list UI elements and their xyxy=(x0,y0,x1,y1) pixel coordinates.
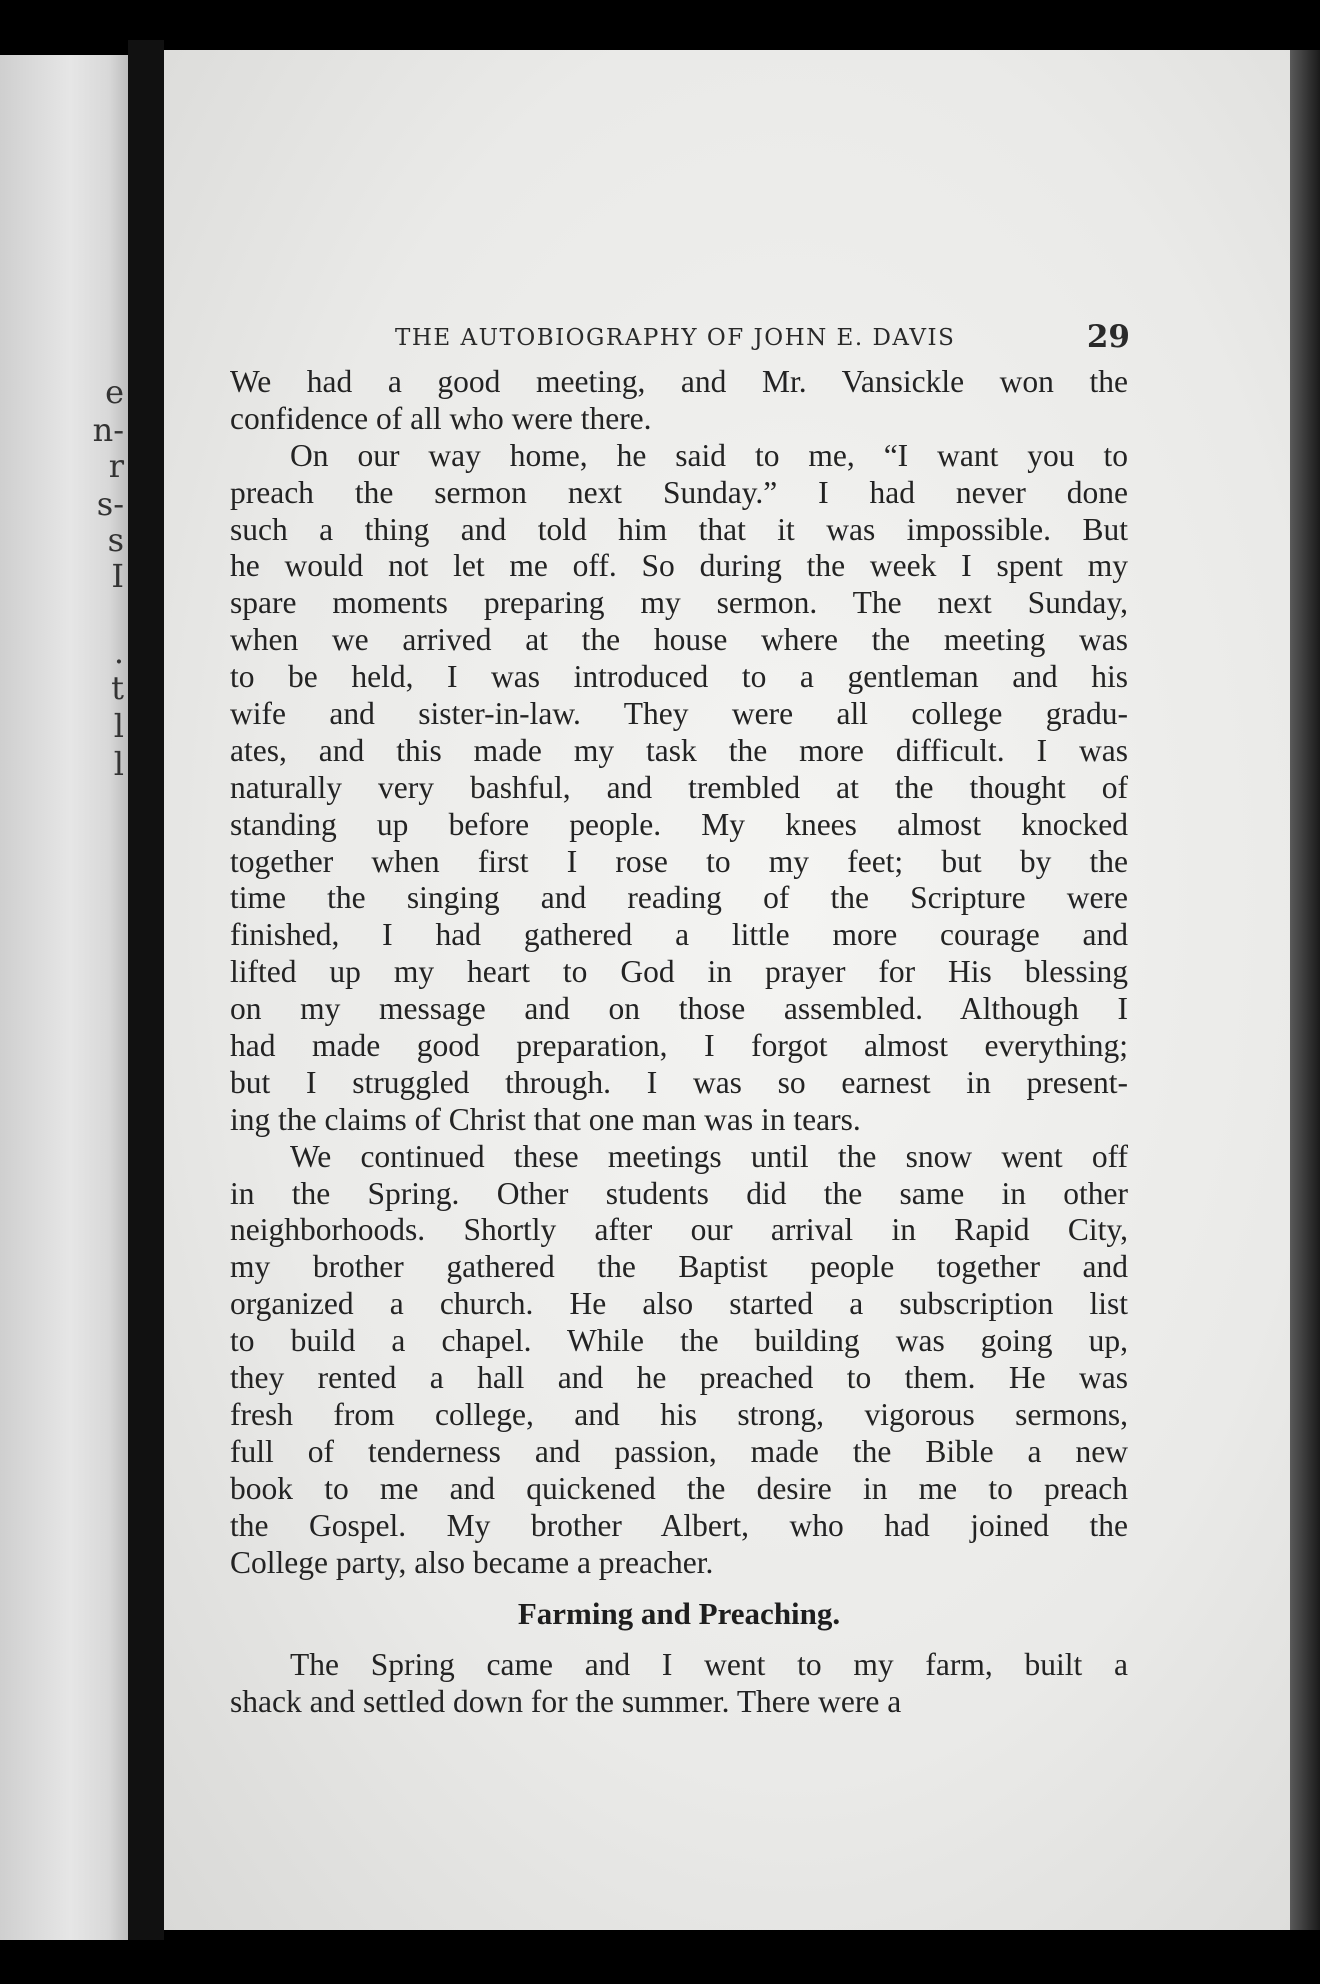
text-line: ing the claims of Christ that one man was in tears. xyxy=(230,1101,861,1137)
section-heading: Farming and Preaching. xyxy=(517,1596,841,1632)
text-line: spare moments preparing my sermon. The next Sunday, xyxy=(230,585,1128,621)
text-line: shack and settled down for the summer. There were a xyxy=(230,1684,902,1720)
text-line: such a thing and told him that it was impossible. But xyxy=(230,511,1128,547)
page-number: 29 xyxy=(1086,319,1130,355)
text-line: together when first I rose to my feet; but by the xyxy=(230,843,1128,879)
text-line: but I struggled through. I was so earnest in present- xyxy=(230,1064,1128,1100)
facing-page-fragment: t xyxy=(111,669,124,707)
body-text xyxy=(230,364,1128,1721)
text-line: had made good preparation, I forgot almost everything; xyxy=(230,1028,1128,1064)
running-header xyxy=(230,319,1130,361)
text-line: in the Spring. Other students did the same in other xyxy=(230,1175,1128,1211)
text-line: lifted up my heart to God in prayer for His blessing xyxy=(230,954,1128,990)
text-line: College party, also became a preacher. xyxy=(230,1544,714,1580)
facing-page-fragment: r xyxy=(108,447,124,485)
text-line: fresh from college, and his strong, vigorous sermons, xyxy=(230,1396,1128,1432)
facing-page-fragment: l xyxy=(113,707,124,745)
text-line: We had a good meeting, and Mr. Vansickle won the xyxy=(230,364,1128,399)
text-line: book to me and quickened the desire in me to preach xyxy=(230,1470,1128,1506)
facing-page-fragment: I xyxy=(111,557,124,595)
text-line: standing up before people. My knees almost knocked xyxy=(230,806,1128,842)
text-line: when we arrived at the house where the meeting was xyxy=(230,622,1128,658)
text-line: time the singing and reading of the Scripture were xyxy=(230,880,1128,916)
text-line: he would not let me off. So during the week I spent my xyxy=(230,548,1128,584)
text-line: to be held, I was introduced to a gentleman and his xyxy=(230,659,1128,695)
facing-page-fragment: s xyxy=(107,521,124,559)
text-line: The Spring came and I went to my farm, built a xyxy=(290,1647,1128,1683)
text-line: they rented a hall and he preached to them. He was xyxy=(230,1360,1128,1396)
text-line: naturally very bashful, and trembled at the thought of xyxy=(230,769,1128,805)
text-line: wife and sister-in-law. They were all college gradu- xyxy=(230,696,1128,732)
text-line: the Gospel. My brother Albert, who had joined the xyxy=(230,1507,1128,1543)
page-edge-shadow xyxy=(1290,50,1320,1930)
text-line: to build a chapel. While the building was going up, xyxy=(230,1323,1128,1359)
text-line: confidence of all who were there. xyxy=(230,400,652,436)
text-line: organized a church. He also started a subscription list xyxy=(230,1286,1128,1322)
facing-page-fragment: s- xyxy=(96,485,124,523)
text-line: On our way home, he said to me, “I want you to xyxy=(290,437,1128,473)
running-title: THE AUTOBIOGRAPHY OF JOHN E. DAVIS xyxy=(395,325,956,351)
text-line: ates, and this made my task the more difficult. I was xyxy=(230,732,1128,768)
text-line: full of tenderness and passion, made the Bible a new xyxy=(230,1433,1128,1469)
text-line: finished, I had gathered a little more courage and xyxy=(230,917,1128,953)
text-line: my brother gathered the Baptist people together and xyxy=(230,1249,1128,1285)
facing-page-fragment: n- xyxy=(92,411,124,449)
facing-page-edge xyxy=(0,55,128,1940)
book-gutter xyxy=(128,40,164,1940)
text-line: preach the sermon next Sunday.” I had never done xyxy=(230,474,1128,510)
facing-page-fragment: . xyxy=(113,633,124,671)
facing-page-fragment: e xyxy=(105,373,124,411)
facing-page-fragment: l xyxy=(113,745,124,783)
text-line: on my message and on those assembled. Although I xyxy=(230,991,1128,1027)
text-line: We continued these meetings until the snow went off xyxy=(290,1138,1128,1174)
text-line: neighborhoods. Shortly after our arrival in Rapid City, xyxy=(230,1212,1128,1248)
